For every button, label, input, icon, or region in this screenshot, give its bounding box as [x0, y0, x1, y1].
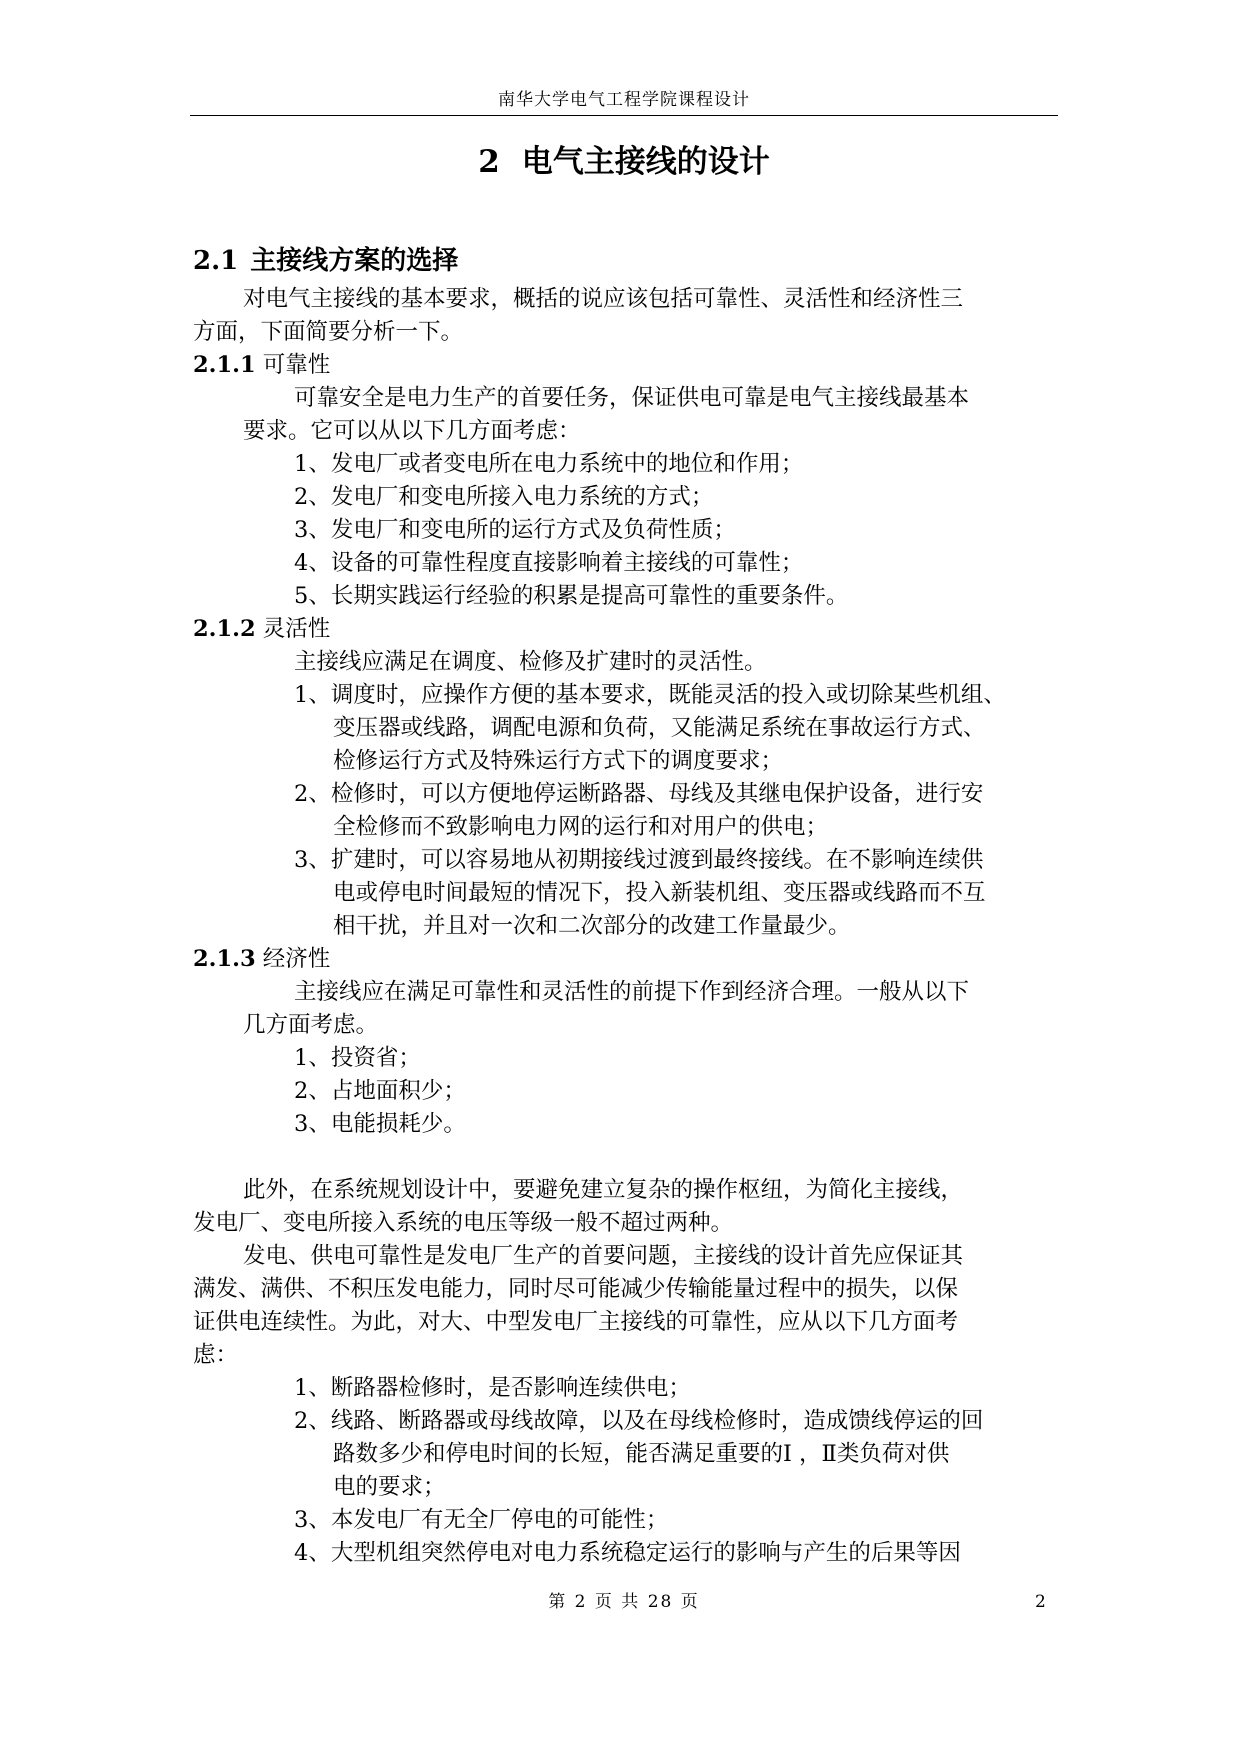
paragraph-line: 虑： [193, 1342, 239, 1368]
list-item: 1、断路器检修时，是否影响连续供电； [294, 1375, 691, 1401]
subsection-number: 2.1.1 [193, 352, 256, 378]
chapter-number: 2 [478, 144, 500, 180]
list-item: 3、电能损耗少。 [294, 1111, 466, 1137]
subsection-number: 2.1.2 [193, 616, 256, 642]
list-item: 2、发电厂和变电所接入电力系统的方式； [294, 484, 714, 510]
list-item: 4、设备的可靠性程度直接影响着主接线的可靠性； [294, 550, 804, 576]
paragraph-line: 可靠安全是电力生产的首要任务，保证供电可靠是电气主接线最基本 [294, 385, 970, 411]
list-item: 1、发电厂或者变电所在电力系统中的地位和作用； [294, 451, 804, 477]
subsection-heading [193, 943, 330, 976]
intro-line: 方面，下面简要分析一下。 [193, 319, 464, 345]
list-item: 2、检修时，可以方便地停运断路器、母线及其继电保护设备，进行安 [294, 781, 984, 807]
page-number: 2 [1035, 1592, 1046, 1612]
subsection-title: 灵活性 [262, 616, 331, 642]
chapter-title [190, 140, 1058, 184]
list-item-continuation: 变压器或线路，调配电源和负荷，又能满足系统在事故运行方式、 [333, 715, 986, 741]
subsection-number: 2.1.3 [193, 946, 256, 972]
list-item: 3、扩建时，可以容易地从初期接线过渡到最终接线。在不影响连续供 [294, 847, 984, 873]
subsection-heading [193, 613, 330, 646]
subsection-heading [193, 349, 330, 382]
section-title [193, 243, 458, 279]
paragraph-line: 主接线应在满足可靠性和灵活性的前提下作到经济合理。一般从以下 [294, 979, 970, 1005]
paragraph-line: 要求。它可以从以下几方面考虑： [243, 418, 581, 444]
paragraph-line: 发电厂、变电所接入系统的电压等级一般不超过两种。 [193, 1210, 734, 1236]
section-text: 主接线方案的选择 [250, 246, 459, 276]
section-number: 2.1 [193, 246, 239, 276]
paragraph-line: 几方面考虑。 [243, 1012, 379, 1038]
list-item: 4、大型机组突然停电对电力系统稳定运行的影响与产生的后果等因 [294, 1540, 961, 1566]
list-item-continuation: 路数多少和停电时间的长短，能否满足重要的Ⅰ ，Ⅱ类负荷对供 [333, 1441, 950, 1467]
paragraph-line: 此外，在系统规划设计中，要避免建立复杂的操作枢纽，为简化主接线， [243, 1177, 964, 1203]
subsection-title: 经济性 [262, 946, 331, 972]
list-item: 2、占地面积少； [294, 1078, 466, 1104]
list-item-continuation: 全检修而不致影响电力网的运行和对用户的供电； [333, 814, 829, 840]
intro-line: 对电气主接线的基本要求，概括的说应该包括可靠性、灵活性和经济性三 [243, 286, 964, 312]
list-item: 3、发电厂和变电所的运行方式及负荷性质； [294, 517, 736, 543]
list-item-continuation: 相干扰，并且对一次和二次部分的改建工作量最少。 [333, 913, 851, 939]
list-item: 5、长期实践运行经验的积累是提高可靠性的重要条件。 [294, 583, 849, 609]
paragraph-line: 发电、供电可靠性是发电厂生产的首要问题，主接线的设计首先应保证其 [243, 1243, 964, 1269]
page-header: 南华大学电气工程学院课程设计 [498, 90, 750, 110]
paragraph-line: 主接线应满足在调度、检修及扩建时的灵活性。 [294, 649, 767, 675]
paragraph-line: 证供电连续性。为此，对大、中型发电厂主接线的可靠性，应从以下几方面考 [193, 1309, 959, 1335]
list-item-continuation: 电的要求； [333, 1474, 446, 1500]
list-item-continuation: 电或停电时间最短的情况下，投入新装机组、变压器或线路而不互 [333, 880, 986, 906]
header-rule [190, 115, 1058, 116]
chapter-text: 电气主接线的设计 [521, 144, 770, 180]
list-item: 1、投资省； [294, 1045, 421, 1071]
list-item: 2、线路、断路器或母线故障，以及在母线检修时，造成馈线停运的回 [294, 1408, 984, 1434]
list-item-continuation: 检修运行方式及特殊运行方式下的调度要求； [333, 748, 784, 774]
list-item: 3、本发电厂有无全厂停电的可能性； [294, 1507, 669, 1533]
paragraph-line: 满发、满供、不积压发电能力，同时尽可能减少传输能量过程中的损失，以保 [193, 1276, 959, 1302]
list-item: 1、调度时，应操作方便的基本要求，既能灵活的投入或切除某些机组、 [294, 682, 1006, 708]
subsection-title: 可靠性 [262, 352, 331, 378]
page-footer: 第 2 页 共 28 页 [548, 1592, 700, 1612]
